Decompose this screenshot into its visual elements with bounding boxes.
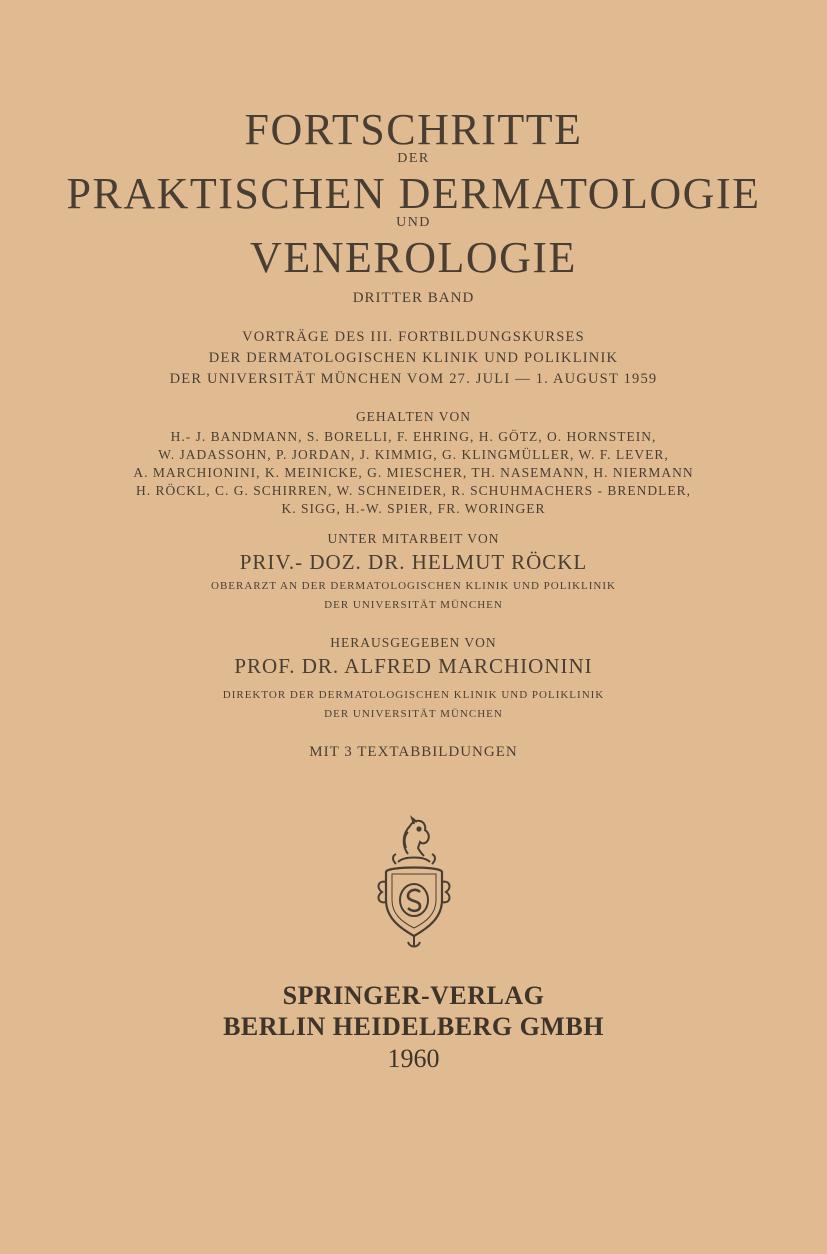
- speakers-line-3: A. MARCHIONINI, K. MEINICKE, G. MIESCHER, TH. NASEMANN, H. NIERMANN: [133, 465, 694, 480]
- volume-label: DRITTER BAND: [352, 290, 475, 306]
- editor-label: HERAUSGEGEBEN VON: [330, 635, 497, 650]
- collaboration-label: UNTER MITARBEIT VON: [327, 531, 500, 546]
- editor-name: PROF. DR. ALFRED MARCHIONINI: [234, 654, 593, 678]
- lectures-line-2: DER DERMATOLOGISCHEN KLINIK UND POLIKLINIK: [208, 350, 619, 366]
- collaborator-name: PRIV.- DOZ. DR. HELMUT RÖCKL: [239, 550, 588, 574]
- illustrations-note: MIT 3 TEXTABBILDUNGEN: [309, 744, 518, 760]
- title-connector-und: UND: [396, 215, 431, 230]
- speakers-line-4: H. RÖCKL, C. G. SCHIRREN, W. SCHNEIDER, R. SCHUHMACHERS - BRENDLER,: [136, 483, 691, 498]
- title-line-1: FORTSCHRITTE: [244, 105, 583, 154]
- title-line-3: VENEROLOGIE: [250, 233, 577, 282]
- title-line-2: PRAKTISCHEN DERMATOLOGIE: [66, 169, 761, 218]
- publisher-place: BERLIN HEIDELBERG GMBH: [223, 1012, 604, 1041]
- speakers-line-5: K. SIGG, H.-W. SPIER, FR. WORINGER: [281, 501, 546, 516]
- publication-year: 1960: [387, 1044, 440, 1073]
- speakers-line-1: H.- J. BANDMANN, S. BORELLI, F. EHRING, H. GÖTZ, O. HORNSTEIN,: [170, 429, 657, 444]
- springer-knight-emblem-icon: [368, 812, 460, 954]
- lectures-line-1: VORTRÄGE DES III. FORTBILDUNGSKURSES: [242, 329, 585, 345]
- title-connector-der: DER: [397, 151, 430, 166]
- editor-affiliation-2: DER UNIVERSITÄT MÜNCHEN: [324, 708, 503, 720]
- held-by-label: GEHALTEN VON: [355, 409, 472, 424]
- publisher-name: SPRINGER-VERLAG: [282, 981, 545, 1010]
- editor-affiliation-1: DIREKTOR DER DERMATOLOGISCHEN KLINIK UND POLIKLINIK: [222, 689, 605, 701]
- collaborator-affiliation-2: DER UNIVERSITÄT MÜNCHEN: [324, 599, 503, 611]
- speakers-line-2: W. JADASSOHN, P. JORDAN, J. KIMMIG, G. KLINGMÜLLER, W. F. LEVER,: [158, 447, 669, 462]
- lectures-line-3: DER UNIVERSITÄT MÜNCHEN VOM 27. JULI — 1. AUGUST 1959: [169, 371, 658, 387]
- collaborator-affiliation-1: OBERARZT AN DER DERMATOLOGISCHEN KLINIK UND POLIKLINIK: [211, 580, 616, 592]
